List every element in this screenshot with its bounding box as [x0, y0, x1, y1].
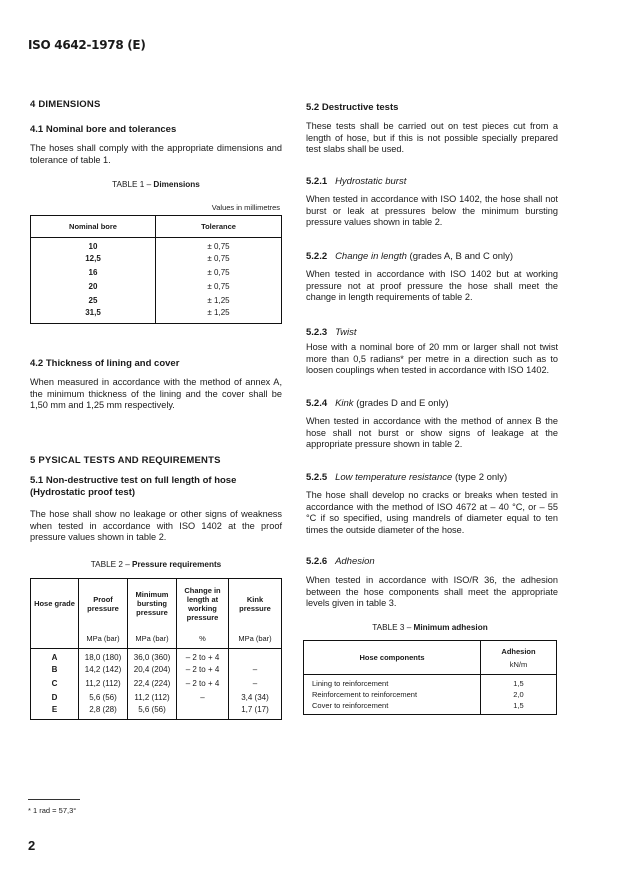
section-5-2-5-heading: 5.2.5 Low temperature resistance (type 2 only) — [306, 472, 508, 483]
table-cell: 20,4 (204) — [128, 663, 177, 677]
table-2-caption: TABLE 2 – Pressure requirements — [90, 560, 222, 569]
table-unit: MPa (bar) — [229, 629, 282, 649]
table-cell — [229, 649, 282, 663]
table-cell: 11,2 (112) — [79, 677, 128, 691]
table-cell: ± 0,75 — [207, 254, 230, 263]
table-cell: 25 — [31, 294, 156, 308]
table-header: Hose grade — [31, 579, 79, 629]
table-cell: ± 1,25 — [207, 307, 230, 317]
section-5-2-heading: 5.2 Destructive tests — [306, 102, 399, 113]
table-cell: Cover to reinforcement — [304, 701, 481, 715]
table-cell: 1,5 — [513, 701, 524, 710]
table-header: Proof pressure — [79, 579, 128, 629]
section-4-2-heading: 4.2 Thickness of lining and cover — [30, 358, 180, 369]
section-5-heading: 5 PYSICAL TESTS AND REQUIREMENTS — [30, 455, 221, 466]
table-unit: MPa (bar) — [79, 629, 128, 649]
table-header — [481, 641, 557, 675]
section-5-2-5-text: The hose shall develop no cracks or breaks when tested in accordance with the method of ISO 4672 at – 40 °C, or – 55 °C if so specified, using mandrels of diameter equal to ten times the outside diameter of the hose. — [306, 490, 558, 535]
table-cell: 5,6 (56) — [128, 705, 177, 720]
table-cell: 2,8 (28) — [79, 705, 128, 720]
table-unit: % — [177, 629, 229, 649]
section-4-heading: 4 DIMENSIONS — [30, 99, 101, 110]
table-cell: Lining to reinforcement — [304, 675, 481, 689]
table-cell: – 2 to + 4 — [177, 677, 229, 691]
table-cell: ± 1,25 — [207, 296, 230, 305]
document-header: ISO 4642-1978 (E) — [28, 38, 146, 52]
section-5-2-2-heading: 5.2.2 Change in length (grades A, B and C only) — [306, 251, 514, 262]
section-5-2-1-heading: 5.2.1 Hydrostatic burst — [306, 176, 407, 187]
section-4-1-text: The hoses shall comply with the appropriate dimensions and tolerance of table 1. — [30, 143, 282, 165]
table-cell: – 2 to + 4 — [177, 663, 229, 677]
table-cell: 10 — [31, 238, 156, 252]
table-cell: 20 — [31, 280, 156, 294]
table-cell: – 2 to + 4 — [177, 649, 229, 663]
table-cell: 1,5 — [513, 679, 524, 688]
table-header: Change in length at working pressure — [177, 579, 229, 629]
table-cell: ± 0,75 — [207, 268, 230, 277]
table-cell: 11,2 (112) — [128, 691, 177, 705]
section-4-2-text: When measured in accordance with the method of annex A, the minimum thickness of the lining and the cover shall be 1,50 mm and 1,25 mm respectively. — [30, 377, 282, 410]
table-cell: 3,4 (34) — [241, 693, 269, 702]
table-cell: – — [252, 679, 258, 688]
section-5-2-6-heading: 5.2.6 Adhesion — [306, 556, 375, 567]
table-1-units: Values in millimetres — [211, 203, 280, 212]
footnote-divider — [28, 799, 80, 800]
section-5-2-2-text: When tested in accordance with ISO 1402 but at working pressure not at proof pressure the hose shall meet the change in length requirements of table 2. — [306, 269, 558, 302]
table-cell: E — [31, 705, 79, 720]
section-5-1-heading: 5.1 Non-destructive test on full length of hose (Hydrostatic proof test) — [30, 475, 237, 498]
table-3-caption: TABLE 3 – Minimum adhesion — [372, 623, 488, 632]
table-cell: B — [31, 663, 79, 677]
table-header: Hose components — [304, 641, 481, 675]
table-3 — [303, 640, 557, 715]
section-5-2-4-text: When tested in accordance with the method of annex B the hose shall not burst or show signs of leakage at the appropriate pressure shown in table 2. — [306, 416, 558, 449]
table-cell: 14,2 (142) — [79, 663, 128, 677]
table-cell: 1,7 (17) — [241, 704, 269, 714]
table-cell: Reinforcement to reinforcement — [304, 688, 481, 701]
section-5-2-text: These tests shall be carried out on test pieces cut from a length of hose, but if this is not possible specially prepared test slabs shall be used. — [306, 121, 558, 154]
table-cell: – — [252, 665, 258, 674]
footnote: * 1 rad = 57,3° — [28, 806, 77, 815]
table-cell: ± 0,75 — [207, 242, 230, 252]
section-5-2-6-text: When tested in accordance with ISO/R 36, the adhesion between the hose components shall meet the appropriate levels given in table 3. — [306, 575, 558, 608]
section-5-2-3-heading: 5.2.3 Twist — [306, 327, 357, 338]
table-header: Minimum bursting pressure — [128, 579, 177, 629]
table-cell: 2,0 — [513, 690, 524, 699]
table-header: Nominal bore — [31, 216, 156, 238]
table-cell: – — [177, 691, 229, 705]
table-header: Kink pressure — [239, 594, 271, 613]
table-cell: 12,5 — [31, 252, 156, 266]
table-unit: MPa (bar) — [128, 629, 177, 649]
section-5-2-3-text: Hose with a nominal bore of 20 mm or larger shall not twist more than 0,5 radians* per metre in a direction such as to loosen couplings when tested in accordance with ISO 1402. — [306, 342, 558, 375]
table-cell: C — [31, 677, 79, 691]
table-cell: D — [31, 691, 79, 705]
table-cell: 36,0 (360) — [128, 649, 177, 663]
section-5-1-text: The hose shall show no leakage or other signs of weakness when tested in accordance with ISO 1402 at the proof pressure values shown in table 2. — [30, 509, 282, 542]
table-header: Tolerance — [156, 216, 282, 238]
adhesion-header: Adhesion — [501, 646, 536, 656]
table-1-caption: TABLE 1 – Dimensions — [112, 180, 200, 189]
table-1 — [30, 215, 282, 324]
table-cell — [177, 705, 229, 720]
table-cell: 22,4 (224) — [128, 677, 177, 691]
table-unit — [31, 629, 79, 649]
table-2 — [30, 578, 282, 720]
page-number: 2 — [28, 838, 36, 853]
adhesion-unit: kN/m — [509, 659, 528, 669]
section-5-2-4-heading: 5.2.4 Kink (grades D and E only) — [306, 398, 449, 409]
table-cell: 5,6 (56) — [79, 691, 128, 705]
section-5-2-1-text: When tested in accordance with ISO 1402, the hose shall not burst or leak at pressures below the minimum bursting pressure values shown in table 2. — [306, 194, 558, 227]
table-cell: 31,5 — [31, 308, 156, 324]
section-4-1-heading: 4.1 Nominal bore and tolerances — [30, 124, 177, 135]
table-cell: 18,0 (180) — [79, 649, 128, 663]
table-cell: 16 — [31, 266, 156, 280]
table-cell: A — [31, 649, 79, 663]
table-cell: ± 0,75 — [207, 282, 230, 291]
